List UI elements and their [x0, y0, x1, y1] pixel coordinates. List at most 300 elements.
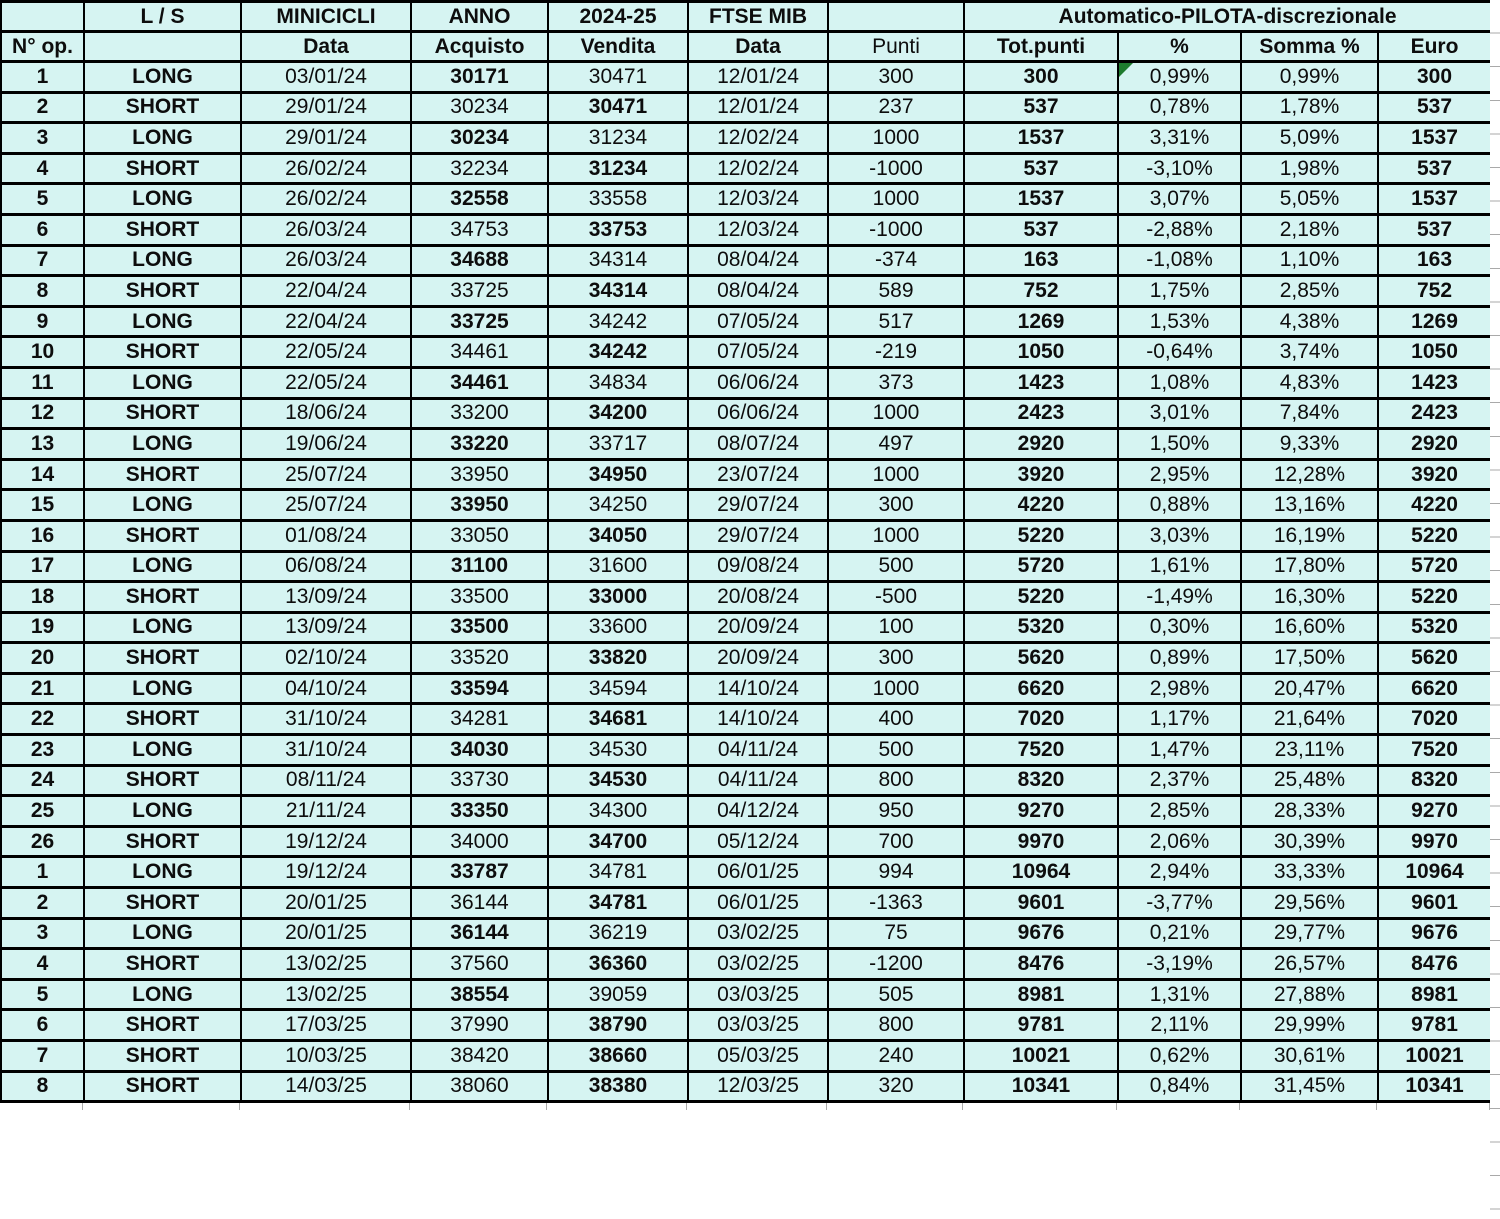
vendita-cell[interactable]: 34250	[548, 490, 688, 521]
side-cell[interactable]: LONG	[84, 918, 241, 949]
percent-cell[interactable]: 0,84%	[1118, 1071, 1241, 1102]
tot-punti-cell[interactable]: 9676	[964, 918, 1118, 949]
acquisto-cell[interactable]: 34281	[411, 704, 548, 735]
side-cell[interactable]: SHORT	[84, 1071, 241, 1102]
acquisto-cell[interactable]: 34688	[411, 245, 548, 276]
side-cell[interactable]: LONG	[84, 123, 241, 154]
exit-date-cell[interactable]: 06/06/24	[688, 367, 828, 398]
side-cell[interactable]: LONG	[84, 857, 241, 888]
tot-punti-cell[interactable]: 8320	[964, 765, 1118, 796]
exit-date-cell[interactable]: 06/01/25	[688, 888, 828, 919]
side-cell[interactable]: LONG	[84, 429, 241, 460]
somma-percent-cell[interactable]: 2,18%	[1241, 214, 1378, 245]
somma-percent-cell[interactable]: 9,33%	[1241, 429, 1378, 460]
op-number-cell[interactable]: 4	[1, 153, 84, 184]
euro-cell[interactable]: 7020	[1378, 704, 1491, 735]
header-op-number[interactable]: N° op.	[1, 32, 84, 62]
title-empty-cell[interactable]	[828, 2, 964, 32]
entry-date-cell[interactable]: 14/03/25	[241, 1071, 411, 1102]
punti-cell[interactable]: 497	[828, 429, 964, 460]
percent-cell[interactable]: -3,10%	[1118, 153, 1241, 184]
percent-cell[interactable]: 2,94%	[1118, 857, 1241, 888]
percent-cell[interactable]: 2,95%	[1118, 459, 1241, 490]
op-number-cell[interactable]: 20	[1, 643, 84, 674]
euro-cell[interactable]: 2920	[1378, 429, 1491, 460]
vendita-cell[interactable]: 34242	[548, 337, 688, 368]
punti-cell[interactable]: 1000	[828, 184, 964, 215]
side-cell[interactable]: SHORT	[84, 582, 241, 613]
vendita-cell[interactable]: 34950	[548, 459, 688, 490]
acquisto-cell[interactable]: 33950	[411, 459, 548, 490]
somma-percent-cell[interactable]: 20,47%	[1241, 673, 1378, 704]
acquisto-cell[interactable]: 37990	[411, 1010, 548, 1041]
euro-cell[interactable]: 9781	[1378, 1010, 1491, 1041]
entry-date-cell[interactable]: 10/03/25	[241, 1041, 411, 1072]
exit-date-cell[interactable]: 08/04/24	[688, 276, 828, 307]
entry-date-cell[interactable]: 21/11/24	[241, 796, 411, 827]
op-number-cell[interactable]: 1	[1, 857, 84, 888]
percent-cell[interactable]: 2,98%	[1118, 673, 1241, 704]
exit-date-cell[interactable]: 12/03/24	[688, 184, 828, 215]
somma-percent-cell[interactable]: 1,98%	[1241, 153, 1378, 184]
tot-punti-cell[interactable]: 10341	[964, 1071, 1118, 1102]
tot-punti-cell[interactable]: 5720	[964, 551, 1118, 582]
euro-cell[interactable]: 5320	[1378, 612, 1491, 643]
entry-date-cell[interactable]: 13/02/25	[241, 949, 411, 980]
vendita-cell[interactable]: 31234	[548, 153, 688, 184]
op-number-cell[interactable]: 23	[1, 735, 84, 766]
acquisto-cell[interactable]: 33730	[411, 765, 548, 796]
exit-date-cell[interactable]: 29/07/24	[688, 520, 828, 551]
somma-percent-cell[interactable]: 33,33%	[1241, 857, 1378, 888]
punti-cell[interactable]: -219	[828, 337, 964, 368]
vendita-cell[interactable]: 36360	[548, 949, 688, 980]
tot-punti-cell[interactable]: 4220	[964, 490, 1118, 521]
euro-cell[interactable]: 10021	[1378, 1041, 1491, 1072]
acquisto-cell[interactable]: 32558	[411, 184, 548, 215]
somma-percent-cell[interactable]: 16,60%	[1241, 612, 1378, 643]
op-number-cell[interactable]: 7	[1, 245, 84, 276]
acquisto-cell[interactable]: 33500	[411, 612, 548, 643]
punti-cell[interactable]: 75	[828, 918, 964, 949]
entry-date-cell[interactable]: 22/04/24	[241, 276, 411, 307]
punti-cell[interactable]: -1000	[828, 214, 964, 245]
acquisto-cell[interactable]: 34030	[411, 735, 548, 766]
acquisto-cell[interactable]: 30234	[411, 123, 548, 154]
somma-percent-cell[interactable]: 1,10%	[1241, 245, 1378, 276]
side-cell[interactable]: SHORT	[84, 398, 241, 429]
vendita-cell[interactable]: 33000	[548, 582, 688, 613]
op-number-cell[interactable]: 4	[1, 949, 84, 980]
acquisto-cell[interactable]: 38060	[411, 1071, 548, 1102]
exit-date-cell[interactable]: 07/05/24	[688, 306, 828, 337]
vendita-cell[interactable]: 38790	[548, 1010, 688, 1041]
punti-cell[interactable]: 400	[828, 704, 964, 735]
acquisto-cell[interactable]: 33787	[411, 857, 548, 888]
op-number-cell[interactable]: 9	[1, 306, 84, 337]
side-cell[interactable]: LONG	[84, 612, 241, 643]
entry-date-cell[interactable]: 13/02/25	[241, 979, 411, 1010]
entry-date-cell[interactable]: 19/06/24	[241, 429, 411, 460]
op-number-cell[interactable]: 18	[1, 582, 84, 613]
euro-cell[interactable]: 10341	[1378, 1071, 1491, 1102]
punti-cell[interactable]: 500	[828, 551, 964, 582]
exit-date-cell[interactable]: 03/03/25	[688, 1010, 828, 1041]
somma-percent-cell[interactable]: 1,78%	[1241, 92, 1378, 123]
entry-date-cell[interactable]: 02/10/24	[241, 643, 411, 674]
entry-date-cell[interactable]: 22/05/24	[241, 337, 411, 368]
punti-cell[interactable]: 950	[828, 796, 964, 827]
op-number-cell[interactable]: 13	[1, 429, 84, 460]
euro-cell[interactable]: 8320	[1378, 765, 1491, 796]
punti-cell[interactable]: 300	[828, 490, 964, 521]
op-number-cell[interactable]: 24	[1, 765, 84, 796]
acquisto-cell[interactable]: 33725	[411, 276, 548, 307]
entry-date-cell[interactable]: 17/03/25	[241, 1010, 411, 1041]
euro-cell[interactable]: 163	[1378, 245, 1491, 276]
side-cell[interactable]: SHORT	[84, 1041, 241, 1072]
exit-date-cell[interactable]: 14/10/24	[688, 704, 828, 735]
tot-punti-cell[interactable]: 5620	[964, 643, 1118, 674]
percent-cell[interactable]: -1,08%	[1118, 245, 1241, 276]
exit-date-cell[interactable]: 12/01/24	[688, 62, 828, 93]
exit-date-cell[interactable]: 12/01/24	[688, 92, 828, 123]
percent-cell[interactable]: 0,62%	[1118, 1041, 1241, 1072]
somma-percent-cell[interactable]: 4,83%	[1241, 367, 1378, 398]
tot-punti-cell[interactable]: 2423	[964, 398, 1118, 429]
op-number-cell[interactable]: 25	[1, 796, 84, 827]
vendita-cell[interactable]: 30471	[548, 92, 688, 123]
side-cell[interactable]: LONG	[84, 490, 241, 521]
vendita-cell[interactable]: 33558	[548, 184, 688, 215]
exit-date-cell[interactable]: 03/02/25	[688, 949, 828, 980]
punti-cell[interactable]: 517	[828, 306, 964, 337]
op-number-cell[interactable]: 1	[1, 62, 84, 93]
entry-date-cell[interactable]: 22/05/24	[241, 367, 411, 398]
exit-date-cell[interactable]: 29/07/24	[688, 490, 828, 521]
op-number-cell[interactable]: 2	[1, 888, 84, 919]
somma-percent-cell[interactable]: 28,33%	[1241, 796, 1378, 827]
vendita-cell[interactable]: 34530	[548, 735, 688, 766]
punti-cell[interactable]: 240	[828, 1041, 964, 1072]
somma-percent-cell[interactable]: 16,19%	[1241, 520, 1378, 551]
vendita-cell[interactable]: 34242	[548, 306, 688, 337]
euro-cell[interactable]: 5620	[1378, 643, 1491, 674]
somma-percent-cell[interactable]: 17,50%	[1241, 643, 1378, 674]
somma-percent-cell[interactable]: 30,39%	[1241, 826, 1378, 857]
acquisto-cell[interactable]: 33725	[411, 306, 548, 337]
somma-percent-cell[interactable]: 23,11%	[1241, 735, 1378, 766]
percent-cell[interactable]: 3,03%	[1118, 520, 1241, 551]
entry-date-cell[interactable]: 29/01/24	[241, 92, 411, 123]
punti-cell[interactable]: 700	[828, 826, 964, 857]
header-side-empty[interactable]	[84, 32, 241, 62]
tot-punti-cell[interactable]: 7520	[964, 735, 1118, 766]
side-cell[interactable]: LONG	[84, 184, 241, 215]
entry-date-cell[interactable]: 20/01/25	[241, 918, 411, 949]
somma-percent-cell[interactable]: 30,61%	[1241, 1041, 1378, 1072]
percent-cell[interactable]: 2,11%	[1118, 1010, 1241, 1041]
tot-punti-cell[interactable]: 2920	[964, 429, 1118, 460]
exit-date-cell[interactable]: 14/10/24	[688, 673, 828, 704]
side-cell[interactable]: LONG	[84, 551, 241, 582]
vendita-cell[interactable]: 34594	[548, 673, 688, 704]
somma-percent-cell[interactable]: 0,99%	[1241, 62, 1378, 93]
tot-punti-cell[interactable]: 1537	[964, 184, 1118, 215]
entry-date-cell[interactable]: 03/01/24	[241, 62, 411, 93]
side-cell[interactable]: SHORT	[84, 520, 241, 551]
punti-cell[interactable]: -374	[828, 245, 964, 276]
vendita-cell[interactable]: 34050	[548, 520, 688, 551]
somma-percent-cell[interactable]: 29,56%	[1241, 888, 1378, 919]
euro-cell[interactable]: 1537	[1378, 123, 1491, 154]
punti-cell[interactable]: 589	[828, 276, 964, 307]
acquisto-cell[interactable]: 33220	[411, 429, 548, 460]
percent-cell[interactable]: 1,75%	[1118, 276, 1241, 307]
punti-cell[interactable]: 800	[828, 765, 964, 796]
title-strategy[interactable]: Automatico-PILOTA-discrezionale	[964, 2, 1491, 32]
side-cell[interactable]: SHORT	[84, 153, 241, 184]
punti-cell[interactable]: 994	[828, 857, 964, 888]
acquisto-cell[interactable]: 36144	[411, 918, 548, 949]
percent-cell[interactable]: 2,37%	[1118, 765, 1241, 796]
side-cell[interactable]: SHORT	[84, 214, 241, 245]
op-number-cell[interactable]: 19	[1, 612, 84, 643]
euro-cell[interactable]: 6620	[1378, 673, 1491, 704]
vendita-cell[interactable]: 33820	[548, 643, 688, 674]
vendita-cell[interactable]: 33717	[548, 429, 688, 460]
header-euro[interactable]: Euro	[1378, 32, 1491, 62]
punti-cell[interactable]: 800	[828, 1010, 964, 1041]
exit-date-cell[interactable]: 20/08/24	[688, 582, 828, 613]
exit-date-cell[interactable]: 05/12/24	[688, 826, 828, 857]
vendita-cell[interactable]: 38660	[548, 1041, 688, 1072]
exit-date-cell[interactable]: 12/02/24	[688, 153, 828, 184]
percent-cell[interactable]: 2,85%	[1118, 796, 1241, 827]
punti-cell[interactable]: 1000	[828, 459, 964, 490]
header-vendita[interactable]: Vendita	[548, 32, 688, 62]
somma-percent-cell[interactable]: 29,99%	[1241, 1010, 1378, 1041]
somma-percent-cell[interactable]: 5,09%	[1241, 123, 1378, 154]
entry-date-cell[interactable]: 01/08/24	[241, 520, 411, 551]
exit-date-cell[interactable]: 04/11/24	[688, 765, 828, 796]
tot-punti-cell[interactable]: 7020	[964, 704, 1118, 735]
percent-cell[interactable]: 0,30%	[1118, 612, 1241, 643]
percent-cell[interactable]: 0,99%	[1118, 62, 1241, 93]
vendita-cell[interactable]: 34300	[548, 796, 688, 827]
acquisto-cell[interactable]: 30234	[411, 92, 548, 123]
somma-percent-cell[interactable]: 29,77%	[1241, 918, 1378, 949]
tot-punti-cell[interactable]: 6620	[964, 673, 1118, 704]
exit-date-cell[interactable]: 03/03/25	[688, 979, 828, 1010]
header-entry-date[interactable]: Data	[241, 32, 411, 62]
side-cell[interactable]: LONG	[84, 367, 241, 398]
op-number-cell[interactable]: 6	[1, 1010, 84, 1041]
exit-date-cell[interactable]: 20/09/24	[688, 643, 828, 674]
op-number-cell[interactable]: 8	[1, 1071, 84, 1102]
entry-date-cell[interactable]: 26/02/24	[241, 184, 411, 215]
euro-cell[interactable]: 5220	[1378, 582, 1491, 613]
tot-punti-cell[interactable]: 9781	[964, 1010, 1118, 1041]
vendita-cell[interactable]: 38380	[548, 1071, 688, 1102]
entry-date-cell[interactable]: 19/12/24	[241, 857, 411, 888]
header-percent[interactable]: %	[1118, 32, 1241, 62]
euro-cell[interactable]: 752	[1378, 276, 1491, 307]
vendita-cell[interactable]: 34530	[548, 765, 688, 796]
vendita-cell[interactable]: 34781	[548, 857, 688, 888]
acquisto-cell[interactable]: 34461	[411, 337, 548, 368]
op-number-cell[interactable]: 16	[1, 520, 84, 551]
exit-date-cell[interactable]: 06/06/24	[688, 398, 828, 429]
euro-cell[interactable]: 537	[1378, 153, 1491, 184]
acquisto-cell[interactable]: 33050	[411, 520, 548, 551]
percent-cell[interactable]: 3,31%	[1118, 123, 1241, 154]
tot-punti-cell[interactable]: 9270	[964, 796, 1118, 827]
percent-cell[interactable]: 0,89%	[1118, 643, 1241, 674]
exit-date-cell[interactable]: 12/03/24	[688, 214, 828, 245]
exit-date-cell[interactable]: 20/09/24	[688, 612, 828, 643]
side-cell[interactable]: LONG	[84, 245, 241, 276]
percent-cell[interactable]: 0,78%	[1118, 92, 1241, 123]
op-number-cell[interactable]: 8	[1, 276, 84, 307]
somma-percent-cell[interactable]: 12,28%	[1241, 459, 1378, 490]
entry-date-cell[interactable]: 25/07/24	[241, 490, 411, 521]
exit-date-cell[interactable]: 06/01/25	[688, 857, 828, 888]
euro-cell[interactable]: 7520	[1378, 735, 1491, 766]
tot-punti-cell[interactable]: 9970	[964, 826, 1118, 857]
euro-cell[interactable]: 8981	[1378, 979, 1491, 1010]
percent-cell[interactable]: 2,06%	[1118, 826, 1241, 857]
somma-percent-cell[interactable]: 2,85%	[1241, 276, 1378, 307]
header-tot-punti[interactable]: Tot.punti	[964, 32, 1118, 62]
acquisto-cell[interactable]: 33350	[411, 796, 548, 827]
punti-cell[interactable]: 300	[828, 643, 964, 674]
op-number-cell[interactable]: 26	[1, 826, 84, 857]
exit-date-cell[interactable]: 03/02/25	[688, 918, 828, 949]
op-number-cell[interactable]: 7	[1, 1041, 84, 1072]
tot-punti-cell[interactable]: 8981	[964, 979, 1118, 1010]
op-number-cell[interactable]: 2	[1, 92, 84, 123]
punti-cell[interactable]: -1363	[828, 888, 964, 919]
exit-date-cell[interactable]: 12/03/25	[688, 1071, 828, 1102]
somma-percent-cell[interactable]: 31,45%	[1241, 1071, 1378, 1102]
euro-cell[interactable]: 1537	[1378, 184, 1491, 215]
punti-cell[interactable]: -500	[828, 582, 964, 613]
percent-cell[interactable]: 1,17%	[1118, 704, 1241, 735]
percent-cell[interactable]: -0,64%	[1118, 337, 1241, 368]
acquisto-cell[interactable]: 33200	[411, 398, 548, 429]
percent-cell[interactable]: 1,50%	[1118, 429, 1241, 460]
vendita-cell[interactable]: 39059	[548, 979, 688, 1010]
op-number-cell[interactable]: 10	[1, 337, 84, 368]
tot-punti-cell[interactable]: 1423	[964, 367, 1118, 398]
exit-date-cell[interactable]: 12/02/24	[688, 123, 828, 154]
op-number-cell[interactable]: 3	[1, 918, 84, 949]
percent-cell[interactable]: 3,01%	[1118, 398, 1241, 429]
side-cell[interactable]: SHORT	[84, 826, 241, 857]
euro-cell[interactable]: 5720	[1378, 551, 1491, 582]
euro-cell[interactable]: 5220	[1378, 520, 1491, 551]
tot-punti-cell[interactable]: 1537	[964, 123, 1118, 154]
euro-cell[interactable]: 1050	[1378, 337, 1491, 368]
punti-cell[interactable]: 505	[828, 979, 964, 1010]
vendita-cell[interactable]: 34834	[548, 367, 688, 398]
somma-percent-cell[interactable]: 13,16%	[1241, 490, 1378, 521]
title-season[interactable]: 2024-25	[548, 2, 688, 32]
side-cell[interactable]: SHORT	[84, 888, 241, 919]
side-cell[interactable]: LONG	[84, 796, 241, 827]
side-cell[interactable]: SHORT	[84, 459, 241, 490]
vendita-cell[interactable]: 36219	[548, 918, 688, 949]
entry-date-cell[interactable]: 29/01/24	[241, 123, 411, 154]
op-number-cell[interactable]: 5	[1, 184, 84, 215]
vendita-cell[interactable]: 34781	[548, 888, 688, 919]
op-number-cell[interactable]: 5	[1, 979, 84, 1010]
vendita-cell[interactable]: 34200	[548, 398, 688, 429]
tot-punti-cell[interactable]: 10021	[964, 1041, 1118, 1072]
op-number-cell[interactable]: 17	[1, 551, 84, 582]
punti-cell[interactable]: -1200	[828, 949, 964, 980]
tot-punti-cell[interactable]: 5320	[964, 612, 1118, 643]
punti-cell[interactable]: 300	[828, 62, 964, 93]
punti-cell[interactable]: 1000	[828, 520, 964, 551]
side-cell[interactable]: SHORT	[84, 765, 241, 796]
entry-date-cell[interactable]: 31/10/24	[241, 704, 411, 735]
acquisto-cell[interactable]: 33520	[411, 643, 548, 674]
title-ftse-mib[interactable]: FTSE MIB	[688, 2, 828, 32]
euro-cell[interactable]: 4220	[1378, 490, 1491, 521]
header-acquisto[interactable]: Acquisto	[411, 32, 548, 62]
punti-cell[interactable]: 373	[828, 367, 964, 398]
entry-date-cell[interactable]: 26/03/24	[241, 245, 411, 276]
punti-cell[interactable]: -1000	[828, 153, 964, 184]
percent-cell[interactable]: -1,49%	[1118, 582, 1241, 613]
tot-punti-cell[interactable]: 5220	[964, 520, 1118, 551]
header-punti[interactable]: Punti	[828, 32, 964, 62]
entry-date-cell[interactable]: 13/09/24	[241, 612, 411, 643]
acquisto-cell[interactable]: 30171	[411, 62, 548, 93]
acquisto-cell[interactable]: 36144	[411, 888, 548, 919]
title-corner-cell[interactable]	[1, 2, 84, 32]
entry-date-cell[interactable]: 22/04/24	[241, 306, 411, 337]
acquisto-cell[interactable]: 37560	[411, 949, 548, 980]
percent-cell[interactable]: 1,47%	[1118, 735, 1241, 766]
tot-punti-cell[interactable]: 5220	[964, 582, 1118, 613]
euro-cell[interactable]: 10964	[1378, 857, 1491, 888]
percent-cell[interactable]: 1,31%	[1118, 979, 1241, 1010]
somma-percent-cell[interactable]: 21,64%	[1241, 704, 1378, 735]
somma-percent-cell[interactable]: 25,48%	[1241, 765, 1378, 796]
op-number-cell[interactable]: 21	[1, 673, 84, 704]
acquisto-cell[interactable]: 38554	[411, 979, 548, 1010]
side-cell[interactable]: SHORT	[84, 276, 241, 307]
euro-cell[interactable]: 9970	[1378, 826, 1491, 857]
entry-date-cell[interactable]: 13/09/24	[241, 582, 411, 613]
side-cell[interactable]: SHORT	[84, 643, 241, 674]
tot-punti-cell[interactable]: 10964	[964, 857, 1118, 888]
percent-cell[interactable]: 3,07%	[1118, 184, 1241, 215]
entry-date-cell[interactable]: 06/08/24	[241, 551, 411, 582]
side-cell[interactable]: SHORT	[84, 704, 241, 735]
tot-punti-cell[interactable]: 8476	[964, 949, 1118, 980]
acquisto-cell[interactable]: 33500	[411, 582, 548, 613]
euro-cell[interactable]: 1269	[1378, 306, 1491, 337]
op-number-cell[interactable]: 12	[1, 398, 84, 429]
tot-punti-cell[interactable]: 9601	[964, 888, 1118, 919]
tot-punti-cell[interactable]: 537	[964, 92, 1118, 123]
euro-cell[interactable]: 3920	[1378, 459, 1491, 490]
punti-cell[interactable]: 500	[828, 735, 964, 766]
